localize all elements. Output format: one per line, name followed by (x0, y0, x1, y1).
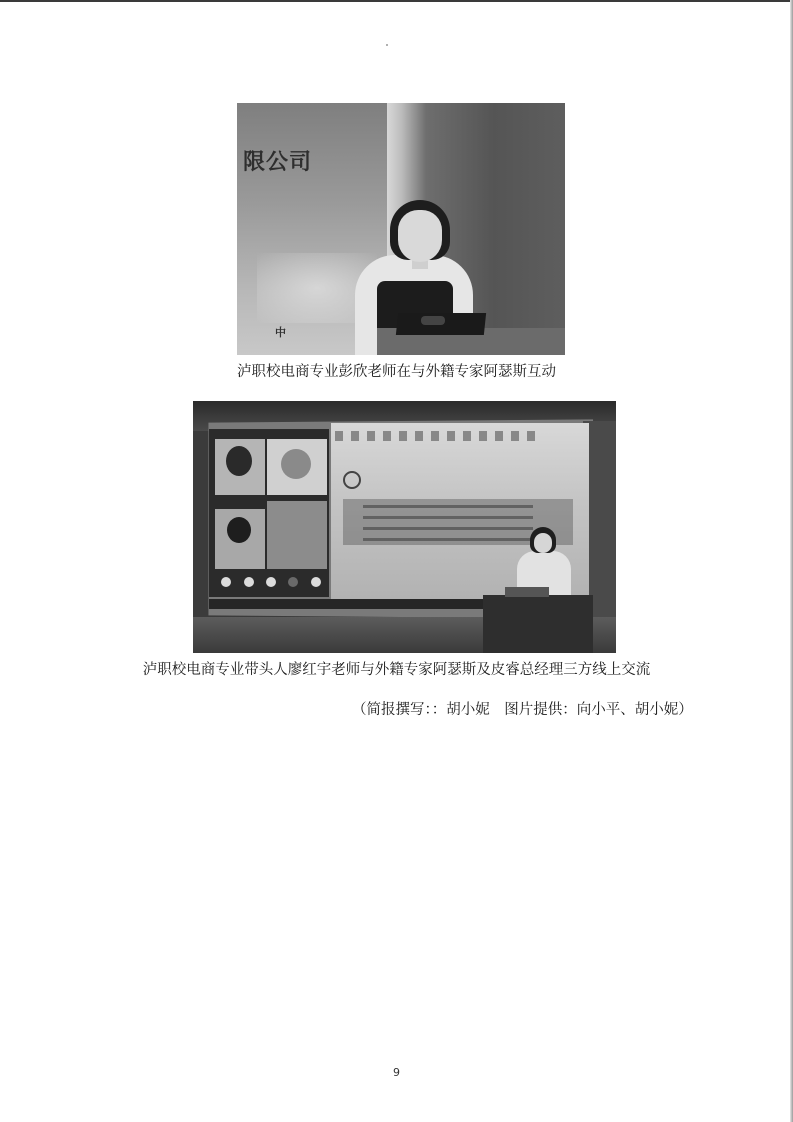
photo2-video-tile (267, 501, 327, 569)
photo1-banner-text: 限公司 (243, 149, 313, 173)
mic-icon (221, 577, 231, 587)
photo-teacher-at-podium (237, 103, 565, 355)
photo2-podium (483, 595, 593, 653)
photo2-slide-emblem-icon (343, 471, 361, 489)
photo2-slide-toolbar (335, 431, 535, 441)
photo2-laptop (505, 587, 549, 597)
more-icon (311, 577, 321, 587)
share-icon (266, 577, 276, 587)
photo1-speaker-face (398, 210, 442, 262)
photo2-slide-title-lines (363, 505, 533, 541)
photo1-webcam (421, 316, 445, 325)
photo-online-conference (193, 401, 616, 653)
camera-icon (244, 577, 254, 587)
page-number: 9 (393, 1066, 400, 1079)
hangup-icon (288, 577, 298, 587)
scan-speck (386, 44, 388, 46)
photo2-presenter-face (534, 533, 552, 553)
photo2-caption: 泸职校电商专业带头人廖红宇老师与外籍专家阿瑟斯及皮睿总经理三方线上交流 (142, 662, 651, 678)
scan-border-top (0, 0, 793, 2)
photo2-participant-head (226, 446, 252, 476)
report-credit: （简报撰写：：胡小妮 图片提供：向小平、胡小妮） (352, 702, 693, 718)
photo1-logo: 中 (275, 326, 286, 339)
photo2-participant-head (281, 449, 311, 479)
photo2-participant-head (227, 517, 251, 543)
photo2-call-controls (215, 573, 327, 591)
photo1-caption: 泸职校电商专业彭欣老师在与外籍专家阿瑟斯互动 (237, 364, 556, 380)
